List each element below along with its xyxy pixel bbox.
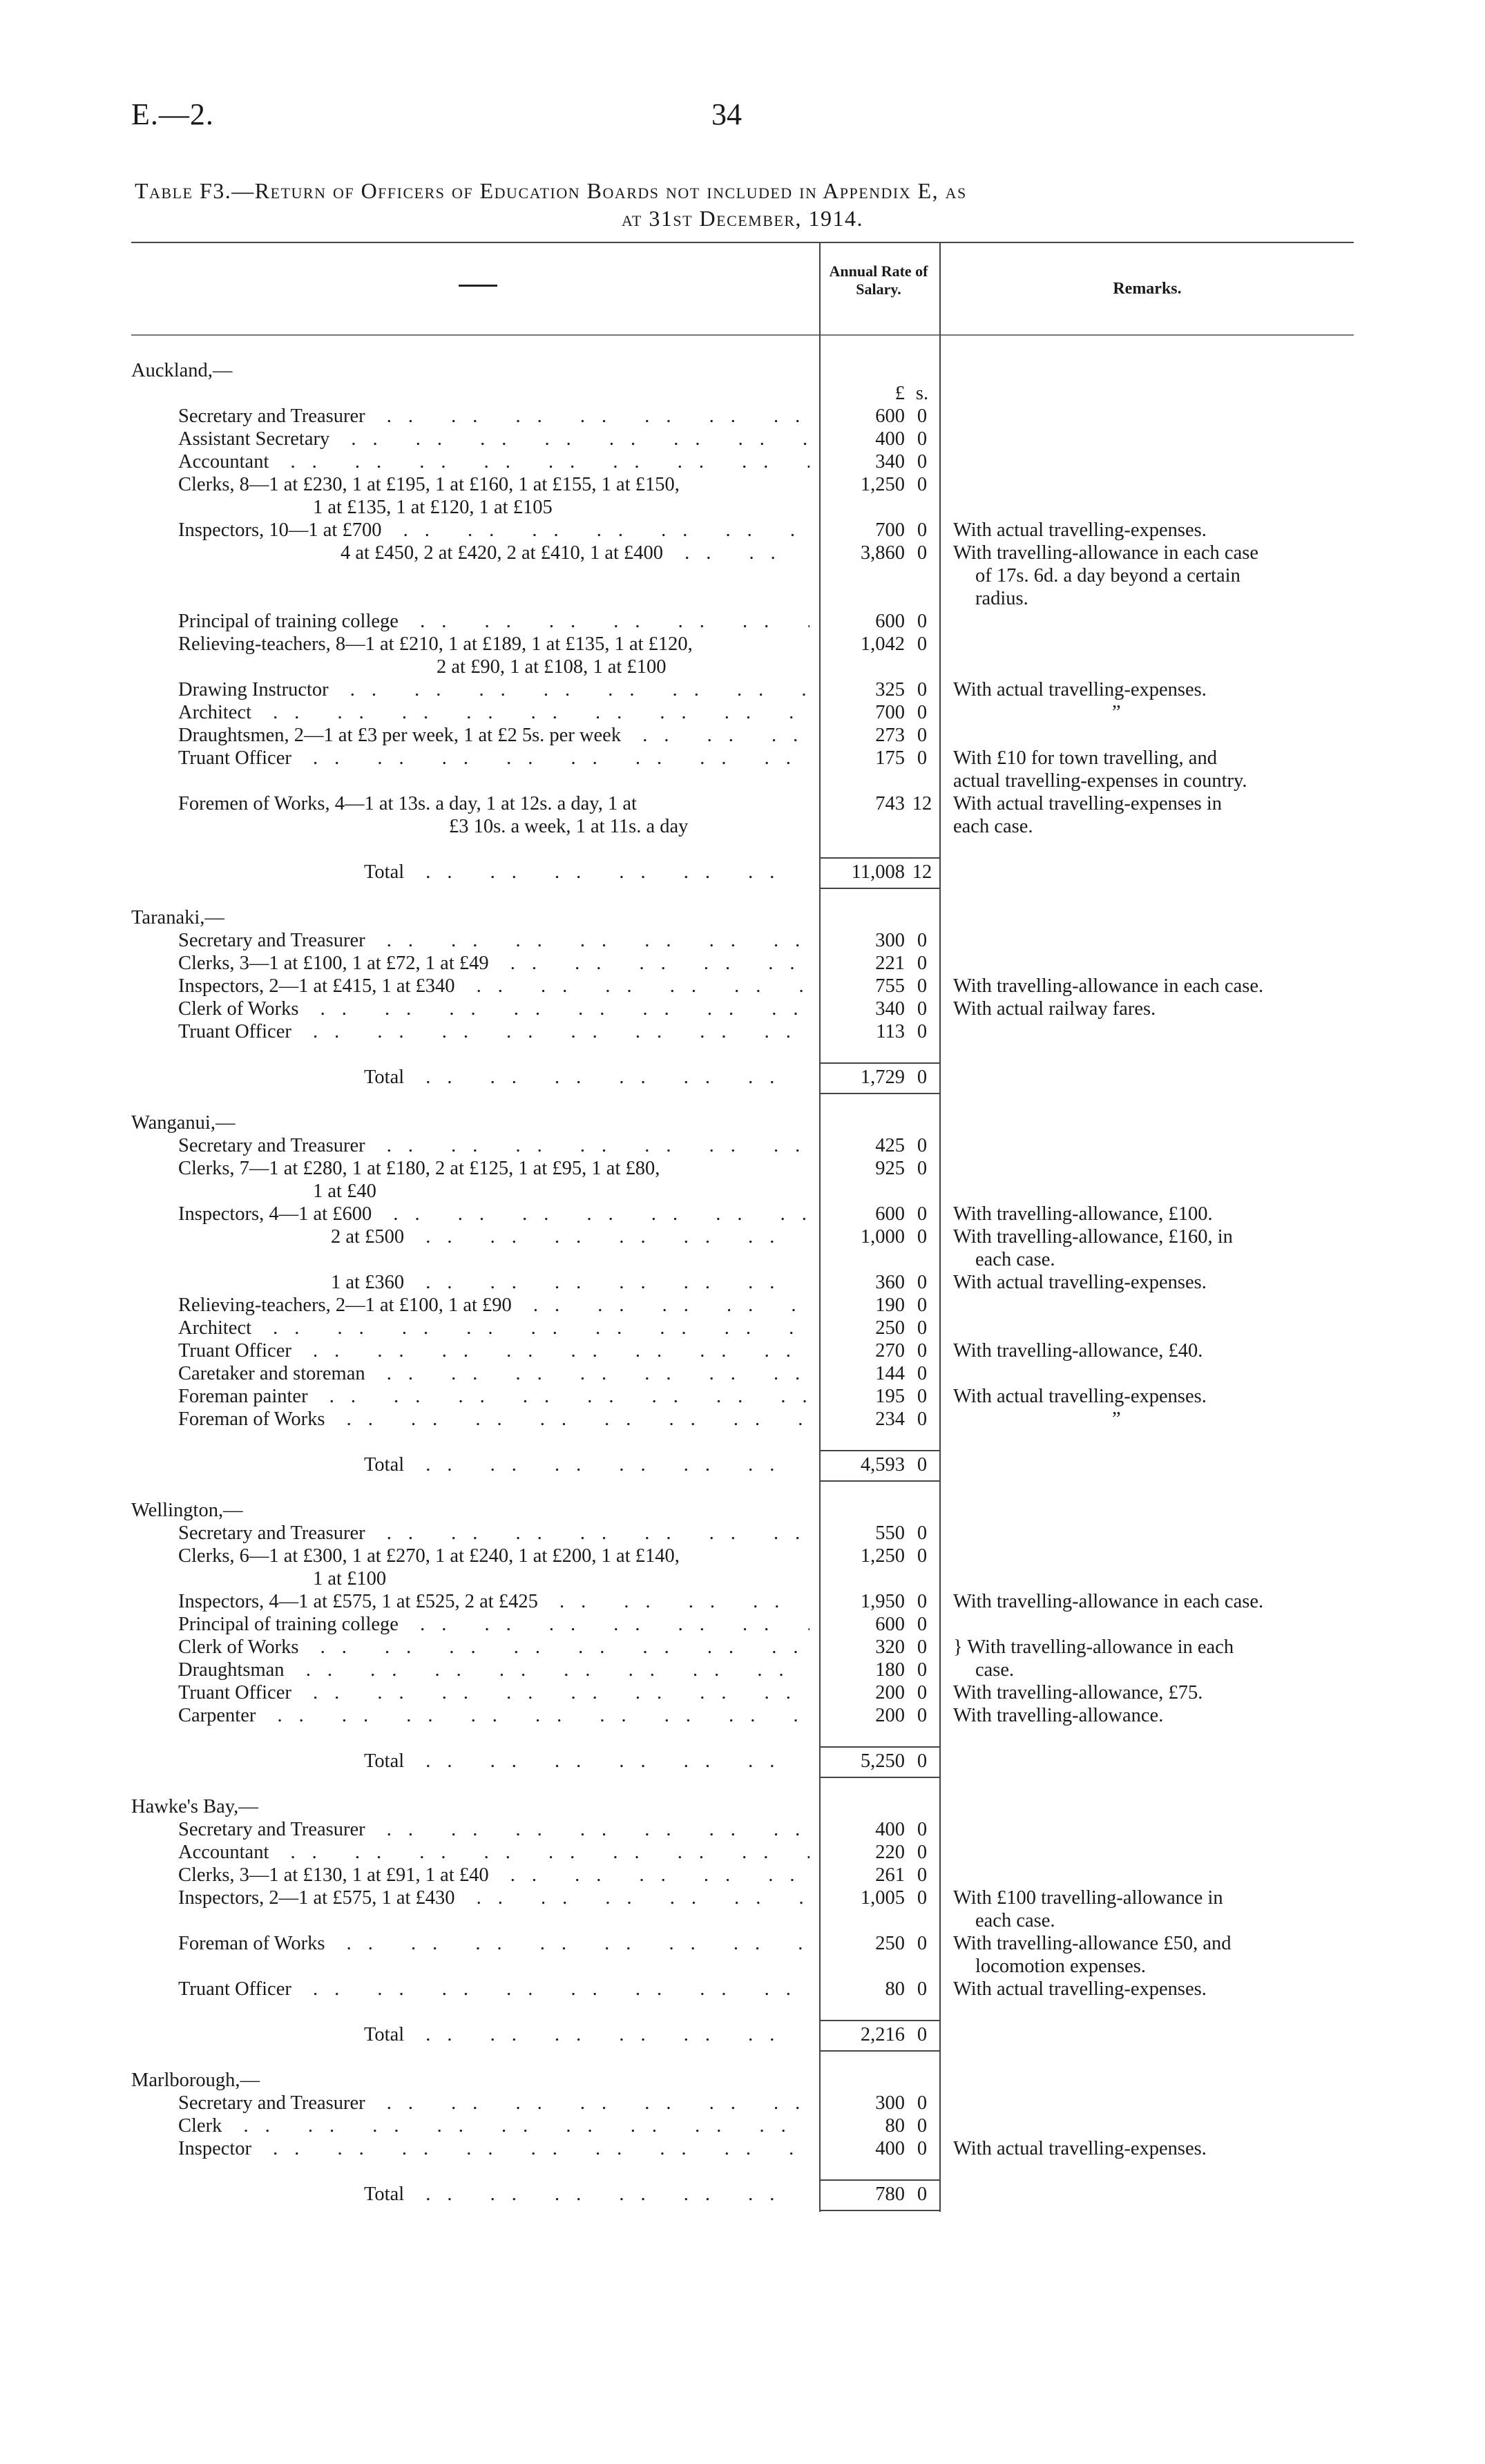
header-bottom-rule <box>131 334 1354 336</box>
officer-description: Accountant .. .. <box>178 450 809 473</box>
table-row <box>0 610 1485 633</box>
total-row <box>0 2183 1485 2206</box>
salary-pounds: 300 <box>875 930 905 951</box>
table-row <box>0 1522 1485 1545</box>
table-row <box>0 564 1485 587</box>
salary-shillings: 0 <box>917 1363 928 1384</box>
salary-pounds: 325 <box>875 679 905 700</box>
officer-description: Secretary and Treasurer .. .. <box>178 1818 809 1841</box>
table-title-line2: at 31st December, 1914. <box>621 206 864 231</box>
salary-pounds: 113 <box>876 1021 905 1042</box>
table-title-line1: Table F3.—Return of Officers of Education Boards not included in Appendix E, as <box>135 178 967 203</box>
officer-description: Inspectors, 4—1 at £575, 1 at £525, 2 at £425 .. .. <box>178 1590 809 1613</box>
remark: each case. <box>975 1910 1055 1931</box>
salary-pounds: 1,005 <box>860 1887 905 1909</box>
table-row <box>0 1294 1485 1317</box>
salary-shillings: 0 <box>917 1887 928 1909</box>
table-row <box>0 1271 1485 1294</box>
total-label: Total .. .. <box>364 1066 809 1089</box>
salary-pounds: 1,042 <box>860 633 905 655</box>
officer-description: Foreman painter .. .. <box>178 1385 809 1408</box>
remark: } With travelling-allowance in each <box>953 1636 1234 1658</box>
salary-shillings: 0 <box>917 1750 928 1772</box>
salary-shillings: 0 <box>917 1295 928 1316</box>
table-row <box>0 1978 1485 2000</box>
total-row <box>0 1453 1485 1476</box>
salary-shillings: 0 <box>917 2138 928 2159</box>
officer-description: Secretary and Treasurer .. .. <box>178 2092 809 2114</box>
salary-shillings: 0 <box>917 1067 928 1088</box>
salary-pounds: 743 <box>875 793 905 814</box>
salary-shillings: 0 <box>917 747 928 769</box>
officer-description: Foreman of Works .. .. <box>178 1408 809 1431</box>
board-heading: Hawke's Bay,— <box>131 1796 258 1817</box>
remark: With travelling-allowance, £75. <box>953 1682 1203 1703</box>
salary-pounds: 250 <box>875 1933 905 1954</box>
table-row <box>0 1636 1485 1659</box>
salary-pounds: 80 <box>885 1978 905 2000</box>
officer-description: 2 at £500 .. .. <box>331 1225 809 1248</box>
salary-pounds: 234 <box>875 1408 905 1430</box>
salary-shillings: 0 <box>917 1272 928 1293</box>
salary-pounds: 700 <box>875 519 905 541</box>
salary-pounds: 175 <box>875 747 905 769</box>
table-row <box>0 1932 1485 1955</box>
salary-shillings: 0 <box>917 1636 928 1658</box>
remark: ” <box>1112 1408 1121 1430</box>
table-row <box>0 359 1485 382</box>
salary-pounds: 11,008 <box>851 861 905 883</box>
salary-shillings: 0 <box>917 1614 928 1635</box>
salary-shillings: s. <box>915 383 929 404</box>
table-row <box>0 496 1485 519</box>
officer-description: Drawing Instructor .. .. <box>178 678 809 701</box>
table-row <box>0 815 1485 838</box>
total-label: Total .. .. <box>364 1453 809 1476</box>
officer-description: Clerk .. .. <box>178 2114 809 2137</box>
remark: With actual travelling-expenses. <box>953 1386 1207 1407</box>
table-row <box>0 770 1485 792</box>
remark: With travelling-allowance £50, and <box>953 1933 1232 1954</box>
salary-shillings: 0 <box>917 519 928 541</box>
rate-column-header: Annual Rate of Salary. <box>829 262 928 298</box>
remark: With actual travelling-expenses. <box>953 1978 1207 2000</box>
officer-description: Secretary and Treasurer .. .. <box>178 929 809 952</box>
salary-shillings: 0 <box>917 1340 928 1362</box>
remark: With travelling-allowance, £40. <box>953 1340 1203 1362</box>
salary-pounds: 300 <box>875 2092 905 2114</box>
salary-shillings: 0 <box>917 975 928 997</box>
salary-shillings: 0 <box>917 405 928 427</box>
salary-shillings: 0 <box>917 1819 928 1840</box>
table-row <box>0 1111 1485 1134</box>
remark: radius. <box>975 588 1028 609</box>
officer-description: Inspectors, 2—1 at £415, 1 at £340 .. .. <box>178 975 809 997</box>
officer-description: Inspectors, 4—1 at £600 .. .. <box>178 1203 809 1225</box>
table-row <box>0 1157 1485 1180</box>
table-row <box>0 2000 1485 2023</box>
table-row <box>0 2160 1485 2183</box>
salary-pounds: 144 <box>875 1363 905 1384</box>
salary-pounds: 755 <box>875 975 905 997</box>
total-label: Total .. .. <box>364 2183 809 2206</box>
remark: With travelling-allowance, £100. <box>953 1203 1213 1225</box>
table-row <box>0 701 1485 724</box>
officer-description: 1 at £135, 1 at £120, 1 at £105 <box>313 497 553 518</box>
table-row <box>0 997 1485 1020</box>
officer-description: Secretary and Treasurer .. .. <box>178 1134 809 1157</box>
page-number: 34 <box>711 97 742 131</box>
remark: actual travelling-expenses in country. <box>953 770 1247 792</box>
table-row <box>0 1339 1485 1362</box>
salary-shillings: 0 <box>917 930 928 951</box>
officer-description: Inspectors, 10—1 at £700 .. .. <box>178 519 809 542</box>
remark: With actual travelling-expenses in <box>953 793 1223 814</box>
remark: locomotion expenses. <box>975 1956 1146 1977</box>
officer-description: Clerks, 3—1 at £130, 1 at £91, 1 at £40 .. .. <box>178 1864 809 1887</box>
table-body <box>0 359 1485 2206</box>
salary-shillings: 0 <box>917 1705 928 1726</box>
salary-shillings: 0 <box>917 1386 928 1407</box>
remark: With £10 for town travelling, and <box>953 747 1217 769</box>
board-heading: Wanganui,— <box>131 1112 236 1134</box>
officer-description: Foremen of Works, 4—1 at 13s. a day, 1 at 12s. a day, 1 at <box>178 793 637 814</box>
table-row <box>0 1476 1485 1499</box>
officer-description: Draughtsmen, 2—1 at £3 per week, 1 at £2 5s. per week .. .. <box>178 724 809 747</box>
remarks-column-header: Remarks. <box>1113 280 1182 298</box>
officer-description: Caretaker and storeman .. .. <box>178 1362 809 1385</box>
salary-pounds: 80 <box>885 2115 905 2137</box>
remark: With travelling-allowance in each case <box>953 542 1258 564</box>
total-row <box>0 1066 1485 1089</box>
salary-pounds: 221 <box>875 953 905 974</box>
salary-pounds: 3,860 <box>860 542 905 564</box>
table-row <box>0 656 1485 678</box>
table-row <box>0 1773 1485 1795</box>
table-row <box>0 838 1485 861</box>
salary-shillings: 0 <box>917 1933 928 1954</box>
officer-description: Architect .. .. <box>178 701 809 724</box>
officer-description: Inspector .. .. <box>178 2137 809 2160</box>
table-row <box>0 1681 1485 1704</box>
table-row <box>0 1727 1485 1750</box>
salary-pounds: 250 <box>875 1317 905 1339</box>
salary-pounds: 195 <box>875 1386 905 1407</box>
board-heading: Auckland,— <box>131 360 233 381</box>
table-row <box>0 1864 1485 1887</box>
officer-description: 1 at £100 <box>313 1568 387 1589</box>
remark: ” <box>1112 702 1121 723</box>
salary-shillings: 0 <box>917 1317 928 1339</box>
officer-description: 4 at £450, 2 at £420, 2 at £410, 1 at £400 .. .. <box>341 542 809 564</box>
salary-pounds: 190 <box>875 1295 905 1316</box>
table-row <box>0 1225 1485 1248</box>
table-row <box>0 1385 1485 1408</box>
salary-pounds: 220 <box>875 1842 905 1863</box>
salary-shillings: 0 <box>917 1978 928 2000</box>
salary-pounds: 600 <box>875 1614 905 1635</box>
salary-pounds: 550 <box>875 1522 905 1544</box>
remark: With actual travelling-expenses. <box>953 1272 1207 1293</box>
salary-shillings: 0 <box>917 679 928 700</box>
salary-shillings: 0 <box>917 1021 928 1042</box>
salary-shillings: 0 <box>917 1203 928 1225</box>
table-row <box>0 906 1485 929</box>
officer-description: Truant Officer .. .. <box>178 1681 809 1704</box>
table-row <box>0 450 1485 473</box>
officer-description: Principal of training college .. .. <box>178 1613 809 1636</box>
officer-description: Relieving-teachers, 2—1 at £100, 1 at £90 .. .. <box>178 1294 809 1317</box>
officer-description: Inspectors, 2—1 at £575, 1 at £430 .. .. <box>178 1887 809 1909</box>
table-row <box>0 1020 1485 1043</box>
table-row <box>0 1089 1485 1111</box>
salary-shillings: 0 <box>917 611 928 632</box>
remark: With travelling-allowance in each case. <box>953 975 1264 997</box>
total-label: Total .. .. <box>364 2023 809 2046</box>
board-heading: Taranaki,— <box>131 907 224 928</box>
table-row <box>0 1043 1485 1066</box>
officer-description: Clerks, 6—1 at £300, 1 at £270, 1 at £240, 1 at £200, 1 at £140, <box>178 1545 680 1567</box>
salary-shillings: 0 <box>917 1522 928 1544</box>
salary-pounds: 4,593 <box>860 1454 905 1475</box>
salary-shillings: 0 <box>917 1454 928 1475</box>
remark: With actual travelling-expenses. <box>953 519 1207 541</box>
table-row <box>0 1795 1485 1818</box>
salary-shillings: 0 <box>917 1408 928 1430</box>
first-column-header-dash <box>459 285 497 287</box>
salary-shillings: 12 <box>912 861 932 883</box>
table-row <box>0 633 1485 656</box>
salary-shillings: 0 <box>917 451 928 472</box>
salary-pounds: 270 <box>875 1340 905 1362</box>
remark: With travelling-allowance, £160, in <box>953 1226 1233 1248</box>
table-row <box>0 1362 1485 1385</box>
officer-description: Principal of training college .. .. <box>178 610 809 633</box>
officer-description: Secretary and Treasurer .. .. <box>178 1522 809 1545</box>
salary-pounds: 780 <box>875 2184 905 2205</box>
table-row <box>0 587 1485 610</box>
board-heading: Marlborough,— <box>131 2070 260 2091</box>
total-row <box>0 1750 1485 1773</box>
officer-description: Truant Officer .. .. <box>178 1978 809 2000</box>
salary-pounds: 200 <box>875 1705 905 1726</box>
table-row <box>0 975 1485 997</box>
table-row <box>0 1909 1485 1932</box>
salary-pounds: 340 <box>875 998 905 1020</box>
remark: With actual railway fares. <box>953 998 1156 1020</box>
salary-shillings: 0 <box>917 2024 928 2045</box>
remark: each case. <box>953 816 1033 837</box>
remark: With actual travelling-expenses. <box>953 679 1207 700</box>
salary-pounds: 600 <box>875 1203 905 1225</box>
salary-pounds: 5,250 <box>860 1750 905 1772</box>
officer-description: Accountant .. .. <box>178 1841 809 1864</box>
table-row <box>0 1659 1485 1681</box>
salary-shillings: 0 <box>917 2184 928 2205</box>
officer-description: Foreman of Works .. .. <box>178 1932 809 1955</box>
officer-description: Clerks, 7—1 at £280, 1 at £180, 2 at £125, 1 at £95, 1 at £80, <box>178 1158 660 1179</box>
salary-pounds: 600 <box>875 611 905 632</box>
table-row <box>0 1317 1485 1339</box>
salary-shillings: 0 <box>917 1591 928 1612</box>
total-row <box>0 861 1485 884</box>
salary-pounds: 261 <box>875 1864 905 1886</box>
salary-pounds: 340 <box>875 451 905 472</box>
officer-description: Truant Officer .. .. <box>178 1020 809 1043</box>
table-row <box>0 428 1485 450</box>
salary-shillings: 0 <box>917 2115 928 2137</box>
salary-pounds: 400 <box>875 1819 905 1840</box>
salary-shillings: 0 <box>917 1842 928 1863</box>
header-code: E.—2. <box>131 97 214 131</box>
salary-pounds: 1,950 <box>860 1591 905 1612</box>
officer-description: Architect .. .. <box>178 1317 809 1339</box>
total-label: Total .. .. <box>364 861 809 884</box>
salary-pounds: 400 <box>875 428 905 450</box>
salary-shillings: 0 <box>917 428 928 450</box>
remark: With travelling-allowance in each case. <box>953 1591 1264 1612</box>
salary-shillings: 0 <box>917 1659 928 1681</box>
remark: With actual travelling-expenses. <box>953 2138 1207 2159</box>
salary-shillings: 0 <box>917 998 928 1020</box>
table-row <box>0 2137 1485 2160</box>
table-row <box>0 1180 1485 1203</box>
remark: With £100 travelling-allowance in <box>953 1887 1223 1909</box>
table-row <box>0 2092 1485 2114</box>
salary-pounds: 925 <box>875 1158 905 1179</box>
salary-shillings: 0 <box>917 1682 928 1703</box>
officer-description: Truant Officer .. .. <box>178 1339 809 1362</box>
salary-shillings: 0 <box>917 1158 928 1179</box>
salary-pounds: 425 <box>875 1135 905 1156</box>
officer-description: Clerk of Works .. .. <box>178 1636 809 1659</box>
table-row <box>0 1818 1485 1841</box>
table-row <box>0 473 1485 496</box>
total-row <box>0 2023 1485 2046</box>
table-row <box>0 884 1485 906</box>
table-row <box>0 1590 1485 1613</box>
table-row <box>0 1567 1485 1590</box>
table-row <box>0 1545 1485 1567</box>
salary-pounds: 2,216 <box>860 2024 905 2045</box>
officer-description: 1 at £360 .. .. <box>331 1271 809 1294</box>
officer-description: Secretary and Treasurer .. .. <box>178 405 809 428</box>
table-row <box>0 1613 1485 1636</box>
table-row <box>0 542 1485 564</box>
table-row <box>0 1431 1485 1453</box>
salary-pounds: 1,000 <box>860 1226 905 1248</box>
salary-pounds: 200 <box>875 1682 905 1703</box>
salary-shillings: 0 <box>917 474 928 495</box>
table-row <box>0 382 1485 405</box>
table-row <box>0 519 1485 542</box>
salary-pounds: 600 <box>875 405 905 427</box>
salary-shillings: 0 <box>917 1135 928 1156</box>
table-row <box>0 1248 1485 1271</box>
salary-shillings: 0 <box>917 2092 928 2114</box>
salary-shillings: 0 <box>917 953 928 974</box>
officer-description: Truant Officer .. .. <box>178 747 809 770</box>
salary-pounds: 1,250 <box>860 474 905 495</box>
table-row <box>0 929 1485 952</box>
salary-shillings: 0 <box>917 1545 928 1567</box>
table-row <box>0 1134 1485 1157</box>
salary-pounds: 320 <box>875 1636 905 1658</box>
officer-description: Clerks, 3—1 at £100, 1 at £72, 1 at £49 .. .. <box>178 952 809 975</box>
table-row <box>0 2046 1485 2069</box>
officer-description: 1 at £40 <box>313 1181 376 1202</box>
salary-pounds: 1,729 <box>860 1067 905 1088</box>
table-row <box>0 1887 1485 1909</box>
table-row <box>0 405 1485 428</box>
salary-shillings: 0 <box>917 702 928 723</box>
table-row <box>0 1955 1485 1978</box>
table-row <box>0 2069 1485 2092</box>
total-label: Total .. .. <box>364 1750 809 1773</box>
salary-shillings: 0 <box>917 633 928 655</box>
board-heading: Wellington,— <box>131 1500 243 1521</box>
officer-description: Draughtsman .. .. <box>178 1659 809 1681</box>
table-row <box>0 1704 1485 1727</box>
salary-pounds: 273 <box>875 725 905 746</box>
table-row <box>0 2114 1485 2137</box>
officer-description: Assistant Secretary .. .. <box>178 428 809 450</box>
table-row <box>0 792 1485 815</box>
table-row <box>0 678 1485 701</box>
salary-pounds: £ <box>894 383 905 404</box>
remark: of 17s. 6d. a day beyond a certain <box>975 565 1240 586</box>
officer-description: Relieving-teachers, 8—1 at £210, 1 at £189, 1 at £135, 1 at £120, <box>178 633 693 655</box>
salary-pounds: 1,250 <box>860 1545 905 1567</box>
top-rule <box>131 242 1354 243</box>
salary-shillings: 12 <box>912 793 932 814</box>
table-row <box>0 1408 1485 1431</box>
table-row <box>0 1499 1485 1522</box>
officer-description: Clerk of Works .. .. <box>178 997 809 1020</box>
table-row <box>0 747 1485 770</box>
salary-shillings: 0 <box>917 542 928 564</box>
salary-pounds: 700 <box>875 702 905 723</box>
salary-pounds: 180 <box>875 1659 905 1681</box>
officer-description: 2 at £90, 1 at £108, 1 at £100 <box>437 656 667 678</box>
salary-pounds: 400 <box>875 2138 905 2159</box>
remark: each case. <box>975 1249 1055 1270</box>
salary-shillings: 0 <box>917 1864 928 1886</box>
remark: With travelling-allowance. <box>953 1705 1164 1726</box>
salary-pounds: 360 <box>875 1272 905 1293</box>
table-row <box>0 724 1485 747</box>
table-row <box>0 1841 1485 1864</box>
salary-shillings: 0 <box>917 725 928 746</box>
officer-description: Clerks, 8—1 at £230, 1 at £195, 1 at £160, 1 at £155, 1 at £150, <box>178 474 680 495</box>
table-row <box>0 1203 1485 1225</box>
table-row <box>0 952 1485 975</box>
officer-description: Carpenter .. .. <box>178 1704 809 1727</box>
officer-description: £3 10s. a week, 1 at 11s. a day <box>449 816 689 837</box>
salary-shillings: 0 <box>917 1226 928 1248</box>
remark: case. <box>975 1659 1015 1681</box>
